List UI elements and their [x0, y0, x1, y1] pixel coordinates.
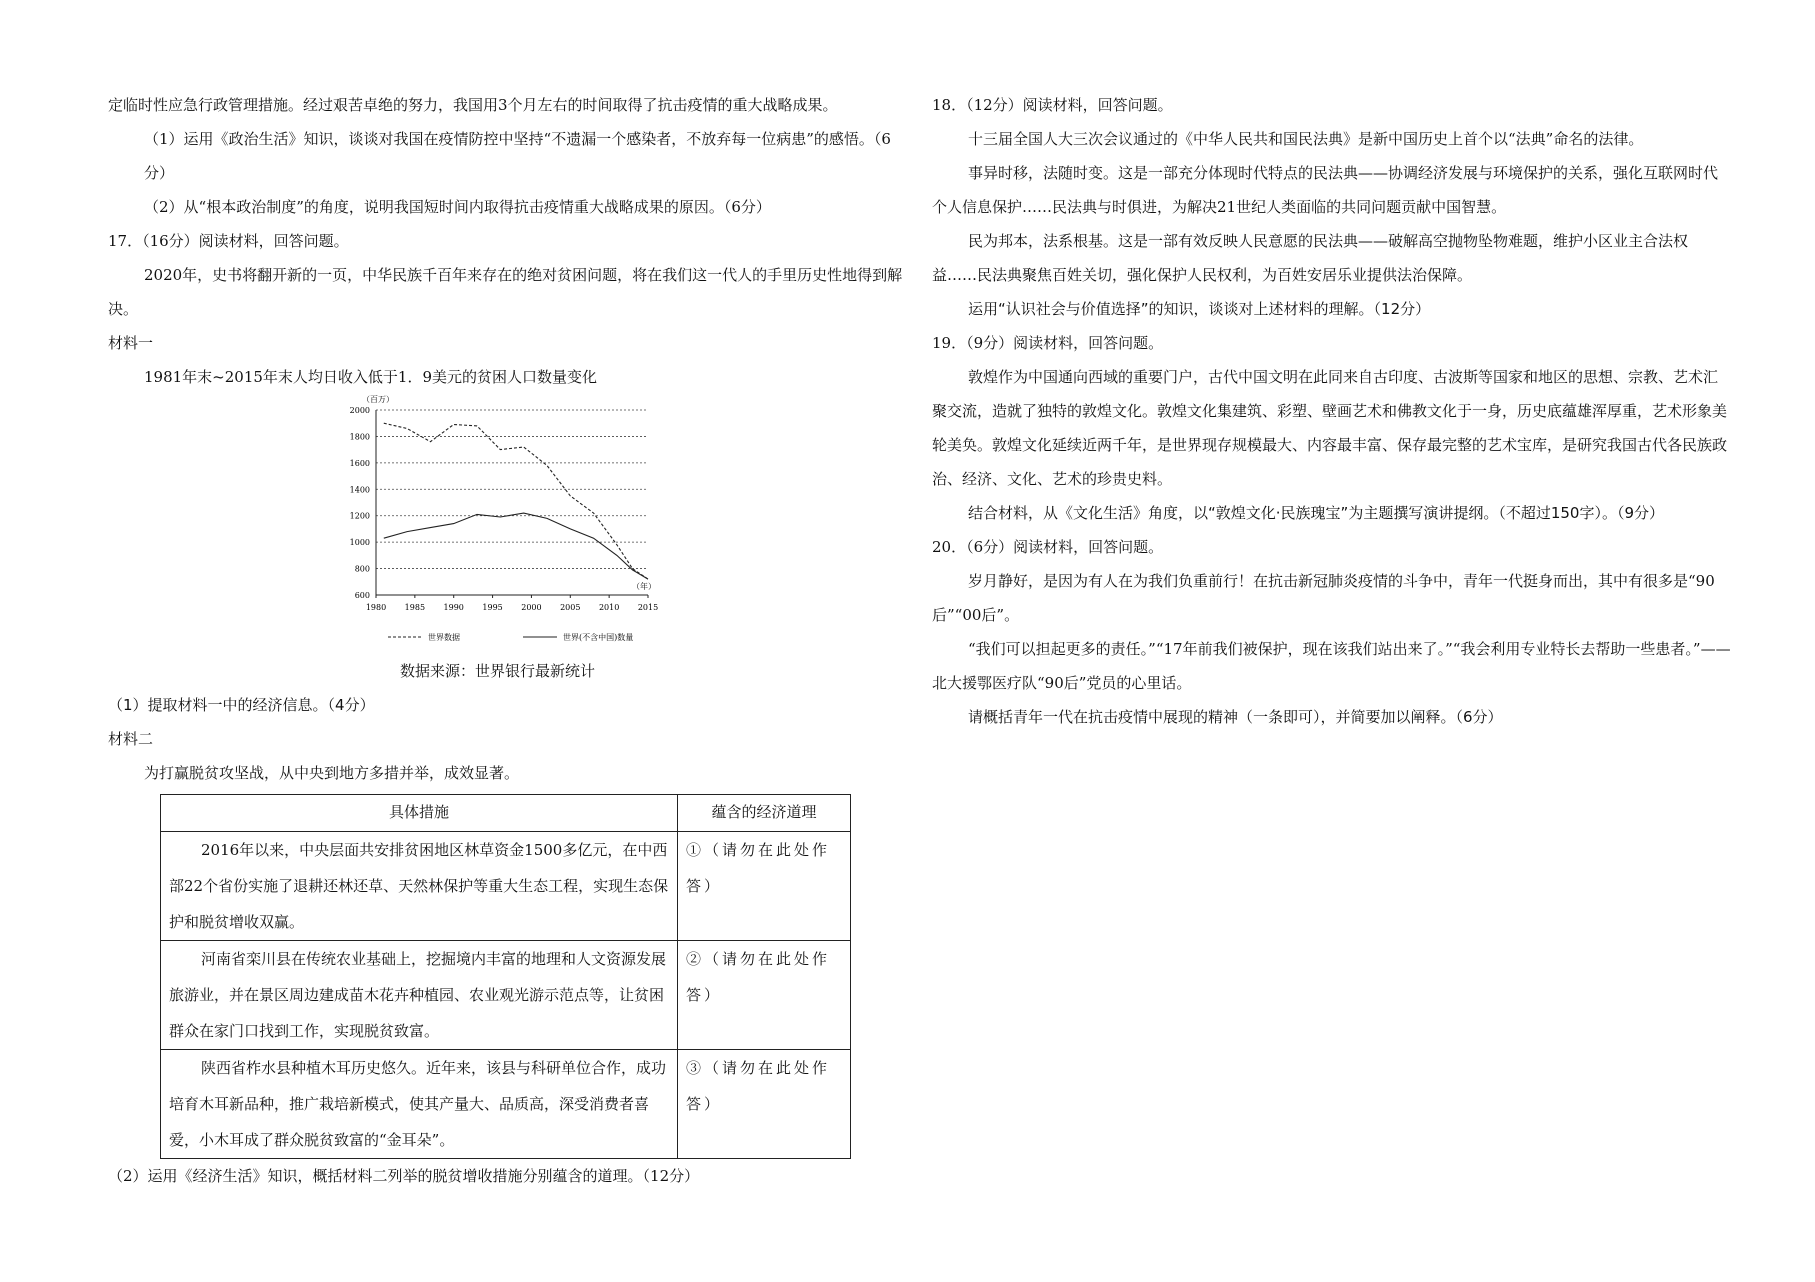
q16-part1: （1）运用《政治生活》知识，谈谈对我国在疫情防控中坚持“不遗漏一个感染者，不放弃每一位病患”的感悟。（6分） [144, 130, 891, 182]
material2-intro: 为打赢脱贫攻坚战，从中央到地方多措并举，成效显著。 [144, 764, 520, 782]
x-tick-label: 2000 [521, 603, 542, 612]
q18-task: 运用“认识社会与价值选择”的知识，谈谈对上述材料的理解。（12分） [968, 300, 1431, 318]
chart-title: 1981年末~2015年末人均日收入低于1．9美元的贫困人口数量变化 [144, 368, 598, 386]
material1-label: 材料一 [108, 334, 154, 352]
legend-label-1: 世界数据 [428, 633, 460, 642]
table-row [161, 941, 851, 1050]
measures-table [160, 794, 851, 1159]
table-header-measures: 具体措施 [161, 795, 678, 832]
table-header-row [161, 795, 851, 832]
q19-task: 结合材料，从《文化生活》角度，以“敦煌文化·民族瑰宝”为主题撰写演讲提纲。（不超过150字）。（9分） [968, 504, 1664, 522]
table-header-principle: 蕴含的经济道理 [678, 795, 851, 832]
legend-label-2: 世界(不含中国)数量 [563, 633, 634, 642]
right-column [932, 88, 1732, 734]
y-tick-label: 1400 [349, 485, 370, 495]
table-cell-answer: ①（请勿在此处作答） [678, 832, 851, 941]
q19-heading: 19．（9分）阅读材料，回答问题。 [932, 334, 1164, 352]
q20-paragraph2: “我们可以担起更多的责任。”“17年前我们被保护，现在该我们站出来了。”“我会利用专业特长去帮助一些患者。”——北大援鄂医疗队“90后”党员的心里话。 [932, 640, 1731, 692]
poverty-line-chart [328, 390, 668, 652]
x-tick-label: 2005 [560, 603, 581, 612]
q18-heading: 18．（12分）阅读材料，回答问题。 [932, 96, 1173, 114]
x-tick-label: 2015 [637, 603, 659, 612]
chart-source: 数据来源：世界银行最新统计 [400, 662, 596, 680]
y-axis-label: （百万） [362, 395, 394, 404]
q18-paragraph1: 十三届全国人大三次会议通过的《中华人民共和国民法典》是新中国历史上首个以“法典”命名的法律。 [968, 130, 1644, 148]
series-line-2 [384, 513, 648, 579]
y-tick-label: 1200 [349, 511, 370, 521]
q17-intro: 2020年，史书将翻开新的一页，中华民族千百年来存在的绝对贫困问题，将在我们这一代人的手里历史性地得到解决。 [108, 266, 903, 318]
q20-task: 请概括青年一代在抗击疫情中展现的精神（一条即可），并简要加以阐释。（6分） [968, 708, 1503, 726]
q16-part2: （2）从“根本政治制度”的角度，说明我国短时间内取得抗击疫情重大战略成果的原因。（6分） [144, 198, 771, 216]
y-tick-label: 1000 [349, 538, 370, 548]
q17-part2: （2）运用《经济生活》知识，概括材料二列举的脱贫增收措施分别蕴含的道理。（12分） [108, 1167, 700, 1185]
table-cell-answer: ②（请勿在此处作答） [678, 941, 851, 1050]
x-axis-label: （年） [632, 582, 656, 591]
y-tick-label: 2000 [349, 406, 370, 415]
table-cell-measure: 2016年以来，中央层面共安排贫困地区林草资金1500多亿元，在中西部22个省份实施了退耕还林还草、天然林保护等重大生态工程，实现生态保护和脱贫增收双赢。 [161, 832, 678, 941]
q18-paragraph2: 事异时移，法随时变。这是一部充分体现时代特点的民法典——协调经济发展与环境保护的关系，强化互联网时代个人信息保护……民法典与时俱进，为解决21世纪人类面临的共同问题贡献中国智慧。 [932, 164, 1719, 216]
x-tick-label: 1985 [404, 603, 426, 612]
q17-heading: 17．（16分）阅读材料，回答问题。 [108, 232, 349, 250]
series-line-1 [384, 423, 648, 579]
y-tick-label: 600 [354, 591, 370, 600]
q17-part1: （1）提取材料一中的经济信息。（4分） [108, 696, 375, 714]
y-tick-label: 800 [354, 564, 370, 574]
table-cell-answer: ③（请勿在此处作答） [678, 1050, 851, 1159]
y-tick-label: 1800 [349, 432, 370, 442]
table-row [161, 1050, 851, 1159]
y-tick-label: 1600 [349, 458, 370, 468]
poverty-chart-block [108, 360, 908, 688]
q18-paragraph3: 民为邦本，法系根基。这是一部有效反映人民意愿的民法典——破解高空抛物坠物难题，维护小区业主合法权益……民法典聚焦百姓关切，强化保护人民权利，为百姓安居乐业提供法治保障。 [932, 232, 1689, 284]
x-tick-label: 2010 [598, 603, 620, 612]
table-row [161, 832, 851, 941]
x-tick-label: 1995 [482, 603, 503, 612]
table-cell-measure: 陕西省柞水县种植木耳历史悠久。近年来，该县与科研单位合作，成功培育木耳新品种，推广栽培新模式，使其产量大、品质高，深受消费者喜爱，小木耳成了群众脱贫致富的“金耳朵”。 [161, 1050, 678, 1159]
q20-paragraph1: 岁月静好，是因为有人在为我们负重前行！在抗击新冠肺炎疫情的斗争中，青年一代挺身而出，其中有很多是“90后”“00后”。 [932, 572, 1715, 624]
material2-label: 材料二 [108, 730, 154, 748]
x-tick-label: 1980 [365, 603, 387, 612]
x-tick-label: 1990 [443, 603, 464, 612]
q16-context-line: 定临时性应急行政管理措施。经过艰苦卓绝的努力，我国用3个月左右的时间取得了抗击疫情的重大战略成果。 [108, 96, 838, 114]
q20-heading: 20．（6分）阅读材料，回答问题。 [932, 538, 1164, 556]
q19-paragraph1: 敦煌作为中国通向西域的重要门户，古代中国文明在此同来自古印度、古波斯等国家和地区的思想、宗教、艺术汇聚交流，造就了独特的敦煌文化。敦煌文化集建筑、彩塑、壁画艺术和佛教文化于一身，历史底蕴雄浑厚重，艺术形象美轮美奂。敦煌文化延续近两千年，是世界现存规模最大、内容最丰富、保存最完整的艺术宝库，是研究我国古代各民族政治、经济、文化、艺术的珍贵史料。 [932, 368, 1728, 488]
left-column [108, 88, 908, 1193]
table-cell-measure: 河南省栾川县在传统农业基础上，挖掘境内丰富的地理和人文资源发展旅游业，并在景区周边建成苗木花卉种植园、农业观光游示范点等，让贫困群众在家门口找到工作，实现脱贫致富。 [161, 941, 678, 1050]
